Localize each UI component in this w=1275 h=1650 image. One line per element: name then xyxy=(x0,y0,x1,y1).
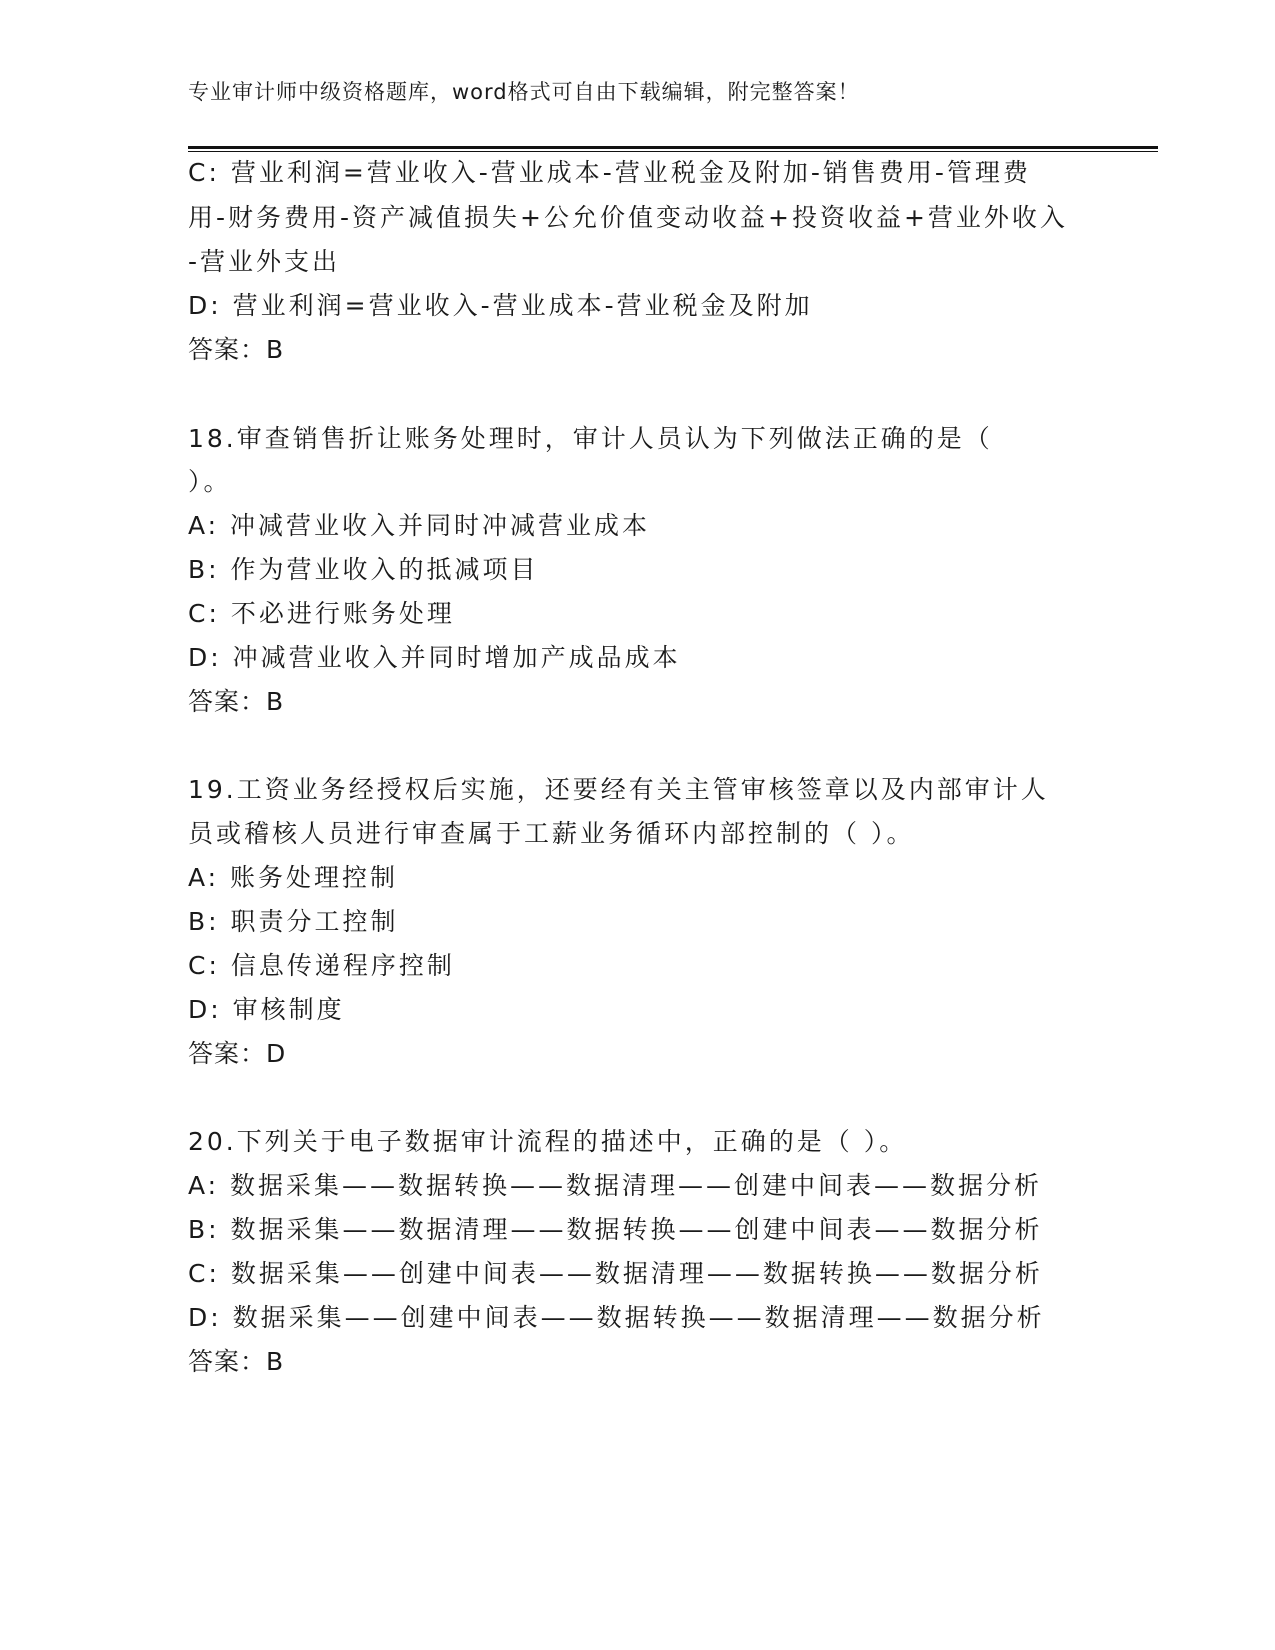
q17-option-c-line1: C: 营业利润=营业收入-营业成本-营业税金及附加-销售费用-管理费 xyxy=(188,158,1031,187)
q20-option-b: B: 数据采集——数据清理——数据转换——创建中间表——数据分析 xyxy=(188,1215,1043,1244)
q19-option-d: D: 审核制度 xyxy=(188,995,345,1024)
q19-answer: 答案：D xyxy=(188,1039,287,1068)
q20-option-a: A: 数据采集——数据转换——数据清理——创建中间表——数据分析 xyxy=(188,1171,1043,1200)
q18-option-c: C: 不必进行账务处理 xyxy=(188,599,455,628)
q20-option-d: D: 数据采集——创建中间表——数据转换——数据清理——数据分析 xyxy=(188,1303,1045,1332)
q18-option-d: D: 冲减营业收入并同时增加产成品成本 xyxy=(188,643,681,672)
q17-option-c-line3: -营业外支出 xyxy=(188,247,341,276)
q19-stem-line2: 员或稽核人员进行审查属于工薪业务循环内部控制的（ ）。 xyxy=(188,819,915,848)
q18-option-a: A: 冲减营业收入并同时冲减营业成本 xyxy=(188,511,651,540)
q19-option-a: A: 账务处理控制 xyxy=(188,863,399,892)
q20-option-c: C: 数据采集——创建中间表——数据清理——数据转换——数据分析 xyxy=(188,1259,1043,1288)
q18-option-b: B: 作为营业收入的抵减项目 xyxy=(188,555,539,584)
q20-stem: 20.下列关于电子数据审计流程的描述中，正确的是（ ）。 xyxy=(188,1127,908,1156)
q19-option-c: C: 信息传递程序控制 xyxy=(188,951,455,980)
q18-stem-line2: ）。 xyxy=(188,467,232,496)
q18-answer: 答案：B xyxy=(188,687,285,716)
header-divider-thick xyxy=(188,146,1158,149)
q17-answer: 答案：B xyxy=(188,335,285,364)
q17-option-c-line2: 用-财务费用-资产减值损失+公允价值变动收益+投资收益+营业外收入 xyxy=(188,203,1068,232)
q19-stem-line1: 19.工资业务经授权后实施，还要经有关主管审核签章以及内部审计人 xyxy=(188,775,1049,804)
q17-option-d: D: 营业利润=营业收入-营业成本-营业税金及附加 xyxy=(188,291,813,320)
q20-answer: 答案：B xyxy=(188,1347,285,1376)
q18-stem-line1: 18.审查销售折让账务处理时，审计人员认为下列做法正确的是（ xyxy=(188,424,993,453)
page-header: 专业审计师中级资格题库，word格式可自由下载编辑，附完整答案！ xyxy=(188,80,860,104)
header-divider-thin xyxy=(188,151,1158,152)
q19-option-b: B: 职责分工控制 xyxy=(188,907,399,936)
